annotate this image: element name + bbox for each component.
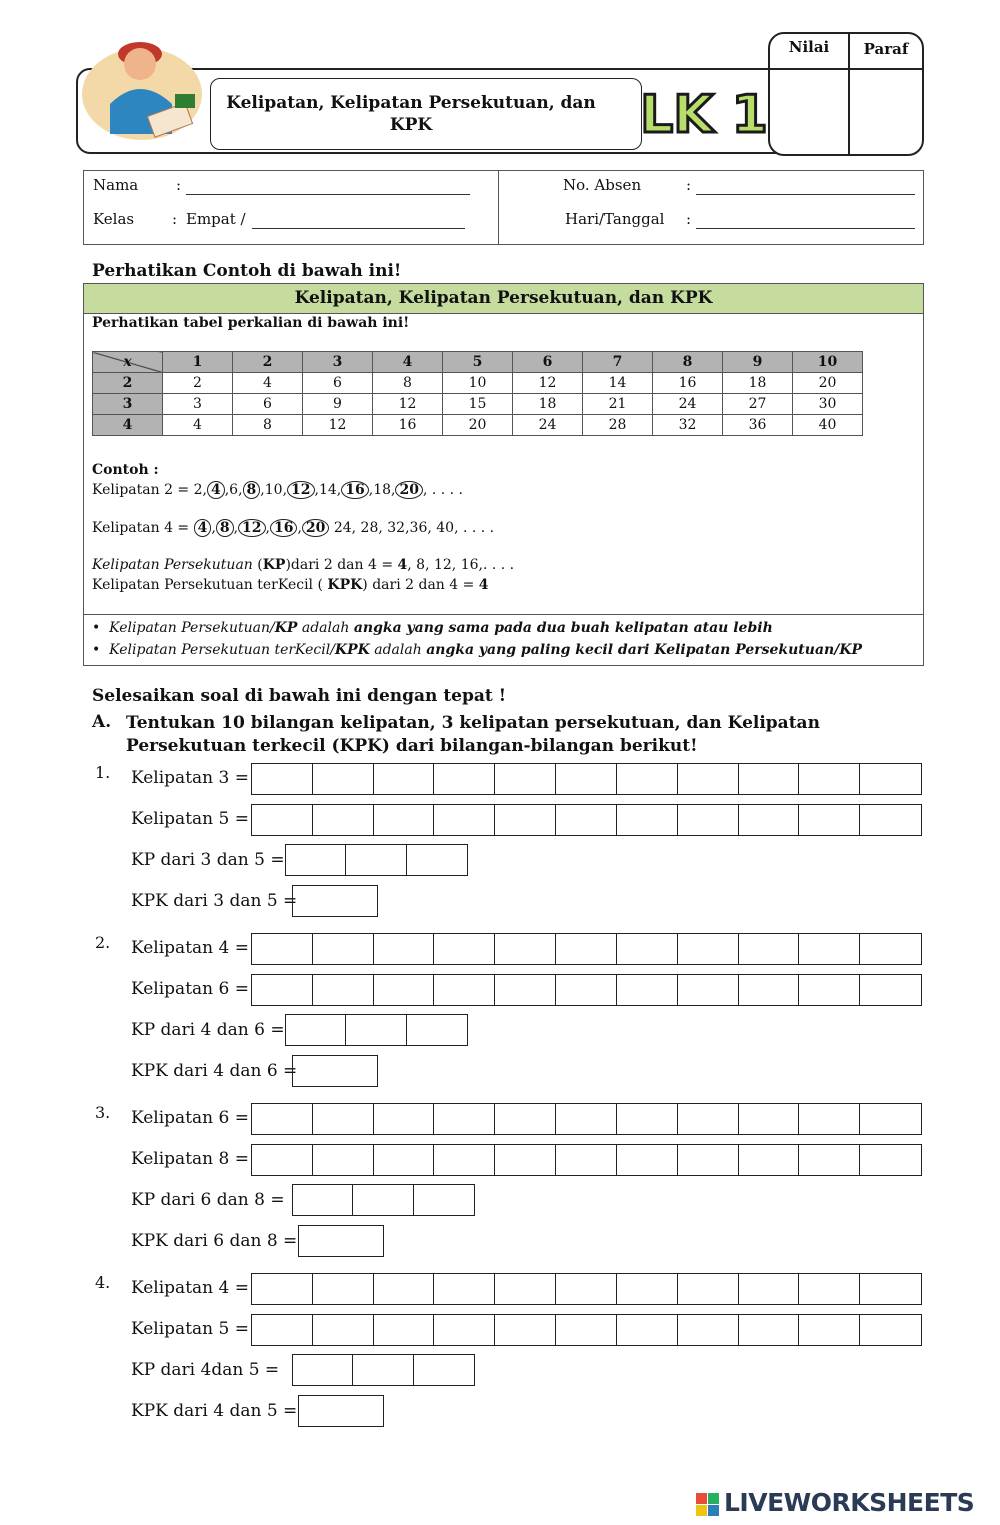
kpk-label: KPK dari 6 dan 8 = xyxy=(131,1231,298,1251)
answer-box[interactable] xyxy=(495,805,556,835)
answer-box[interactable] xyxy=(434,975,495,1005)
answer-box[interactable] xyxy=(495,975,556,1005)
multiple: 14 xyxy=(318,482,337,498)
answer-box[interactable] xyxy=(414,1355,474,1385)
bullet-divider xyxy=(84,614,923,615)
text: , 8, 12, 16,. . . . xyxy=(407,557,515,573)
separator: , xyxy=(238,482,243,498)
kpk-label: KPK dari 4 dan 6 = xyxy=(131,1061,298,1081)
answer-box[interactable] xyxy=(617,1145,678,1175)
absen-input[interactable] xyxy=(696,176,915,195)
answer-box[interactable] xyxy=(434,1274,495,1304)
answer-box[interactable] xyxy=(739,934,800,964)
text: 4 xyxy=(397,557,408,573)
table-cell: 15 xyxy=(443,394,513,415)
colon: : xyxy=(176,176,182,194)
kp-term: Kelipatan Persekutuan xyxy=(92,557,253,573)
nilai-field[interactable] xyxy=(772,72,846,152)
answer-box[interactable] xyxy=(252,805,313,835)
text: Kelipatan Persekutuan terKecil ( xyxy=(92,577,328,593)
table-header: 4 xyxy=(373,352,443,373)
answer-box[interactable] xyxy=(556,1274,617,1304)
answer-box[interactable] xyxy=(860,934,921,964)
nilai-label: Nilai xyxy=(788,38,830,56)
separator: , xyxy=(211,520,216,536)
answer-box[interactable] xyxy=(556,1104,617,1134)
table-cell: 18 xyxy=(723,373,793,394)
answer-box[interactable] xyxy=(678,805,739,835)
colon: : xyxy=(686,210,692,228)
answer-box[interactable] xyxy=(678,1145,739,1175)
answer-box[interactable] xyxy=(556,1315,617,1345)
answer-box[interactable] xyxy=(799,934,860,964)
answer-box[interactable] xyxy=(313,1145,374,1175)
answer-box[interactable] xyxy=(678,1315,739,1345)
answer-box[interactable] xyxy=(556,975,617,1005)
kpk-abbrev: KPK xyxy=(327,577,363,593)
liveworksheets-brand: LIVEWORKSHEETS xyxy=(724,1488,975,1517)
text: 4 xyxy=(478,577,489,593)
kpk-box xyxy=(292,1055,378,1087)
answer-box[interactable] xyxy=(860,1145,921,1175)
answer-box[interactable] xyxy=(407,1015,467,1045)
answer-box[interactable] xyxy=(556,934,617,964)
answer-box[interactable] xyxy=(860,805,921,835)
lk-badge-text: LK 1 xyxy=(640,85,768,145)
answer-box[interactable] xyxy=(617,975,678,1005)
table-cell: 3 xyxy=(163,394,233,415)
kpk-box xyxy=(298,1395,384,1427)
kpk-label: KPK dari 3 dan 5 = xyxy=(131,891,298,911)
definition-kp: • Kelipatan Persekutuan/KP adalah angka yang sama pada dua buah kelipatan atau lebih xyxy=(92,620,773,636)
answer-box[interactable] xyxy=(252,934,313,964)
answer-box[interactable] xyxy=(617,1274,678,1304)
answer-box[interactable] xyxy=(313,764,374,794)
kelas-input[interactable] xyxy=(252,210,465,229)
answer-box[interactable] xyxy=(252,1104,313,1134)
answer-box[interactable] xyxy=(799,975,860,1005)
answer-box[interactable] xyxy=(374,1145,435,1175)
answer-box[interactable] xyxy=(739,805,800,835)
example-heading: Perhatikan Contoh di bawah ini! xyxy=(92,261,402,281)
definition-kpk: • Kelipatan Persekutuan terKecil/KPK adalah angka yang paling kecil dari Kelipatan Persekutuan/KP xyxy=(92,642,863,658)
example-box xyxy=(83,283,924,666)
table-cell: 10 xyxy=(443,373,513,394)
answer-box[interactable] xyxy=(495,1145,556,1175)
text: adalah xyxy=(297,620,354,636)
multiples-2-line xyxy=(92,481,463,499)
answer-box[interactable] xyxy=(678,975,739,1005)
table-cell: 12 xyxy=(373,394,443,415)
circled-multiple: 4 xyxy=(207,481,225,499)
table-cell: 6 xyxy=(233,394,303,415)
question-number: 2. xyxy=(95,933,111,952)
multiples-label-2: Kelipatan 5 = xyxy=(131,809,249,829)
paraf-label: Paraf xyxy=(863,40,909,58)
line2-suffix: 24, 28, 32,36, 40, . . . . xyxy=(329,520,495,536)
separator: , xyxy=(391,482,396,498)
line1-suffix: , . . . . xyxy=(422,482,464,498)
multiples-boxes-2 xyxy=(251,1314,922,1346)
kp-label: KP dari 3 dan 5 = xyxy=(131,850,285,870)
multiples-boxes-1 xyxy=(251,1103,922,1135)
multiples-label-1: Kelipatan 4 = xyxy=(131,1278,249,1298)
answer-box[interactable] xyxy=(374,975,435,1005)
answer-box[interactable] xyxy=(495,764,556,794)
kpk-label: KPK dari 4 dan 5 = xyxy=(131,1401,298,1421)
kp-label: KP dari 6 dan 8 = xyxy=(131,1190,285,1210)
row-header: 2 xyxy=(93,373,163,394)
answer-box[interactable] xyxy=(434,764,495,794)
multiples-boxes-1 xyxy=(251,933,922,965)
answer-box[interactable] xyxy=(434,805,495,835)
multiple: 10 xyxy=(264,482,283,498)
circled-multiple: 12 xyxy=(238,519,265,537)
example-subtitle: Perhatikan tabel perkalian di bawah ini! xyxy=(92,315,410,331)
text: KP xyxy=(274,620,298,636)
table-cell: 20 xyxy=(443,415,513,436)
answer-box[interactable] xyxy=(556,1145,617,1175)
table-row xyxy=(93,394,863,415)
circled-multiple: 8 xyxy=(216,519,234,537)
answer-box[interactable] xyxy=(495,1315,556,1345)
answer-box[interactable] xyxy=(739,1274,800,1304)
circled-multiple: 4 xyxy=(194,519,212,537)
answer-box[interactable] xyxy=(252,764,313,794)
answer-box[interactable] xyxy=(252,1274,313,1304)
table-row xyxy=(93,415,863,436)
table-cell: 8 xyxy=(373,373,443,394)
title-line-1: Kelipatan, Kelipatan Persekutuan, dan xyxy=(226,93,596,113)
table-header: 8 xyxy=(653,352,723,373)
answer-box[interactable] xyxy=(252,975,313,1005)
answer-box[interactable] xyxy=(860,1274,921,1304)
separator: , xyxy=(368,482,374,498)
answer-box[interactable] xyxy=(434,1145,495,1175)
table-cell: 18 xyxy=(513,394,583,415)
exercise-heading: Selesaikan soal di bawah ini dengan tepat ! xyxy=(92,686,507,706)
answer-box[interactable] xyxy=(739,1315,800,1345)
answer-box[interactable] xyxy=(313,1274,374,1304)
answer-box[interactable] xyxy=(799,764,860,794)
table-cell: 21 xyxy=(583,394,653,415)
separator: , xyxy=(336,482,342,498)
table-header: 5 xyxy=(443,352,513,373)
answer-box[interactable] xyxy=(313,1104,374,1134)
table-cell: 24 xyxy=(513,415,583,436)
multiples-label-2: Kelipatan 5 = xyxy=(131,1319,249,1339)
table-header: 2 xyxy=(233,352,303,373)
table-row xyxy=(93,373,863,394)
answer-box[interactable] xyxy=(799,1315,860,1345)
answer-box[interactable] xyxy=(313,1315,374,1345)
student-illustration xyxy=(80,24,212,142)
circled-multiple: 20 xyxy=(395,481,422,499)
answer-box[interactable] xyxy=(374,805,435,835)
answer-box[interactable] xyxy=(678,764,739,794)
tanggal-input[interactable] xyxy=(696,210,915,229)
multiples-label-2: Kelipatan 8 = xyxy=(131,1149,249,1169)
answer-box[interactable] xyxy=(799,805,860,835)
kp-boxes xyxy=(285,1014,468,1046)
table-cell: 4 xyxy=(233,373,303,394)
table-header: 7 xyxy=(583,352,653,373)
table-cell: 27 xyxy=(723,394,793,415)
text: Kelipatan Persekutuan terKecil/ xyxy=(109,642,335,658)
circled-multiple: 12 xyxy=(287,481,314,499)
circled-multiple: 16 xyxy=(270,519,297,537)
answer-box[interactable] xyxy=(353,1355,413,1385)
answer-box[interactable] xyxy=(678,1274,739,1304)
answer-box[interactable] xyxy=(286,845,346,875)
answer-box[interactable] xyxy=(286,1015,346,1045)
answer-box[interactable] xyxy=(617,934,678,964)
table-cell: 2 xyxy=(163,373,233,394)
answer-box[interactable] xyxy=(739,1145,800,1175)
table-corner: x xyxy=(93,352,163,373)
table-cell: 16 xyxy=(653,373,723,394)
multiples-boxes-1 xyxy=(251,763,922,795)
table-cell: 28 xyxy=(583,415,653,436)
text: adalah xyxy=(369,642,427,658)
multiples-4-line xyxy=(92,519,494,537)
text: angka yang sama pada dua buah kelipatan atau lebih xyxy=(353,620,773,636)
answer-box[interactable] xyxy=(739,764,800,794)
answer-box[interactable] xyxy=(678,934,739,964)
text: ) dari 2 dan 4 = xyxy=(362,577,479,593)
answer-box[interactable] xyxy=(495,934,556,964)
kpk-example-line xyxy=(92,577,489,593)
multiples-label-2: Kelipatan 6 = xyxy=(131,979,249,999)
answer-box[interactable] xyxy=(252,1315,313,1345)
table-header: 1 xyxy=(163,352,233,373)
page-title xyxy=(222,92,600,136)
answer-box[interactable] xyxy=(495,1274,556,1304)
table-cell: 30 xyxy=(793,394,863,415)
row-header: 3 xyxy=(93,394,163,415)
kp-boxes xyxy=(292,1184,475,1216)
multiples-boxes-2 xyxy=(251,974,922,1006)
kp-example-line xyxy=(92,557,514,573)
answer-box[interactable] xyxy=(434,1315,495,1345)
table-cell: 36 xyxy=(723,415,793,436)
colon: : xyxy=(686,176,692,194)
answer-box[interactable] xyxy=(346,1015,406,1045)
multiples-boxes-2 xyxy=(251,804,922,836)
table-header: 6 xyxy=(513,352,583,373)
separator: , xyxy=(265,520,270,536)
multiples-boxes-2 xyxy=(251,1144,922,1176)
answer-box[interactable] xyxy=(313,975,374,1005)
table-cell: 32 xyxy=(653,415,723,436)
answer-box[interactable] xyxy=(353,1185,413,1215)
table-header: 3 xyxy=(303,352,373,373)
table-cell: 6 xyxy=(303,373,373,394)
nama-input[interactable] xyxy=(186,176,470,195)
answer-box[interactable] xyxy=(556,805,617,835)
separator: , xyxy=(314,482,319,498)
answer-box[interactable] xyxy=(799,1145,860,1175)
multiples-label-1: Kelipatan 3 = xyxy=(131,768,249,788)
answer-box[interactable] xyxy=(556,764,617,794)
table-cell: 12 xyxy=(513,373,583,394)
answer-box[interactable] xyxy=(299,1396,383,1426)
multiples-label-1: Kelipatan 6 = xyxy=(131,1108,249,1128)
table-cell: 20 xyxy=(793,373,863,394)
kp-boxes xyxy=(285,844,468,876)
answer-box[interactable] xyxy=(293,1056,377,1086)
answer-box[interactable] xyxy=(374,1104,435,1134)
answer-box[interactable] xyxy=(293,1355,353,1385)
text: Kelipatan Persekutuan/ xyxy=(109,620,275,636)
circled-multiple: 20 xyxy=(302,519,329,537)
lk1-badge xyxy=(640,82,768,145)
answer-box[interactable] xyxy=(860,975,921,1005)
multiples-label-1: Kelipatan 4 = xyxy=(131,938,249,958)
table-cell: 9 xyxy=(303,394,373,415)
answer-box[interactable] xyxy=(252,1145,313,1175)
answer-box[interactable] xyxy=(414,1185,474,1215)
table-cell: 4 xyxy=(163,415,233,436)
score-divider xyxy=(770,68,922,70)
circled-multiple: 8 xyxy=(243,481,261,499)
paraf-field[interactable] xyxy=(852,72,920,152)
answer-box[interactable] xyxy=(407,845,467,875)
title-line-2: KPK xyxy=(389,115,433,135)
multiple: 6 xyxy=(229,482,239,498)
answer-box[interactable] xyxy=(299,1226,383,1256)
answer-box[interactable] xyxy=(293,1185,353,1215)
answer-box[interactable] xyxy=(799,1274,860,1304)
answer-box[interactable] xyxy=(434,1104,495,1134)
kpk-box xyxy=(298,1225,384,1257)
answer-box[interactable] xyxy=(346,845,406,875)
question-number: 4. xyxy=(95,1273,111,1292)
answer-box[interactable] xyxy=(799,1104,860,1134)
answer-box[interactable] xyxy=(374,934,435,964)
circled-multiple: 16 xyxy=(341,481,368,499)
question-text: Tentukan 10 bilangan kelipatan, 3 kelipatan persekutuan, dan Kelipatan Persekutuan terkecil (KPK) dari bilangan-bilangan berikut! xyxy=(126,713,820,756)
answer-box[interactable] xyxy=(374,1274,435,1304)
answer-box[interactable] xyxy=(860,1315,921,1345)
answer-box[interactable] xyxy=(313,934,374,964)
table-cell: 16 xyxy=(373,415,443,436)
text: )dari 2 dan 4 = xyxy=(285,557,398,573)
nama-label: Nama xyxy=(93,176,139,194)
question-letter: A. xyxy=(92,712,112,732)
answer-box[interactable] xyxy=(617,1104,678,1134)
separator: , xyxy=(282,482,288,498)
separator: , xyxy=(233,520,239,536)
tanggal-label: Hari/Tanggal xyxy=(565,210,665,228)
multiples-boxes-1 xyxy=(251,1273,922,1305)
answer-box[interactable] xyxy=(434,934,495,964)
kelas-value: Empat / xyxy=(186,210,246,228)
answer-box[interactable] xyxy=(313,805,374,835)
multiple: 18 xyxy=(373,482,392,498)
answer-box[interactable] xyxy=(495,1104,556,1134)
row-header: 4 xyxy=(93,415,163,436)
separator: , xyxy=(224,482,230,498)
text: ( xyxy=(252,557,263,573)
kp-label: KP dari 4 dan 6 = xyxy=(131,1020,285,1040)
table-cell: 12 xyxy=(303,415,373,436)
answer-box[interactable] xyxy=(617,1315,678,1345)
line1-prefix: Kelipatan 2 = 2, xyxy=(92,482,207,498)
answer-box[interactable] xyxy=(739,1104,800,1134)
answer-box[interactable] xyxy=(293,886,377,916)
kp-abbrev: KP xyxy=(262,557,286,573)
line2-prefix: Kelipatan 4 = xyxy=(92,520,190,536)
kelas-label: Kelas xyxy=(93,210,135,228)
text: KPK xyxy=(334,642,370,658)
kp-boxes xyxy=(292,1354,475,1386)
text: angka yang paling kecil dari Kelipatan Persekutuan/KP xyxy=(426,642,863,658)
answer-box[interactable] xyxy=(739,975,800,1005)
table-cell: 40 xyxy=(793,415,863,436)
answer-box[interactable] xyxy=(678,1104,739,1134)
answer-box[interactable] xyxy=(374,1315,435,1345)
table-header: 9 xyxy=(723,352,793,373)
question-number: 1. xyxy=(95,763,111,782)
identity-divider xyxy=(498,170,499,245)
example-title: Kelipatan, Kelipatan Persekutuan, dan KPK xyxy=(84,284,923,314)
table-cell: 24 xyxy=(653,394,723,415)
table-cell: 8 xyxy=(233,415,303,436)
answer-box[interactable] xyxy=(617,764,678,794)
absen-label: No. Absen xyxy=(563,176,642,194)
separator: , xyxy=(260,482,265,498)
question-number: 3. xyxy=(95,1103,111,1122)
answer-box[interactable] xyxy=(860,1104,921,1134)
table-cell: 14 xyxy=(583,373,653,394)
contoh-label: Contoh : xyxy=(92,462,159,478)
kpk-box xyxy=(292,885,378,917)
answer-box[interactable] xyxy=(617,805,678,835)
liveworksheets-logo-icon xyxy=(696,1493,720,1517)
answer-box[interactable] xyxy=(860,764,921,794)
table-header: 10 xyxy=(793,352,863,373)
colon: : xyxy=(172,210,178,228)
kp-label: KP dari 4dan 5 = xyxy=(131,1360,280,1380)
separator: , xyxy=(297,520,302,536)
multiplication-table xyxy=(92,351,863,436)
answer-box[interactable] xyxy=(374,764,435,794)
